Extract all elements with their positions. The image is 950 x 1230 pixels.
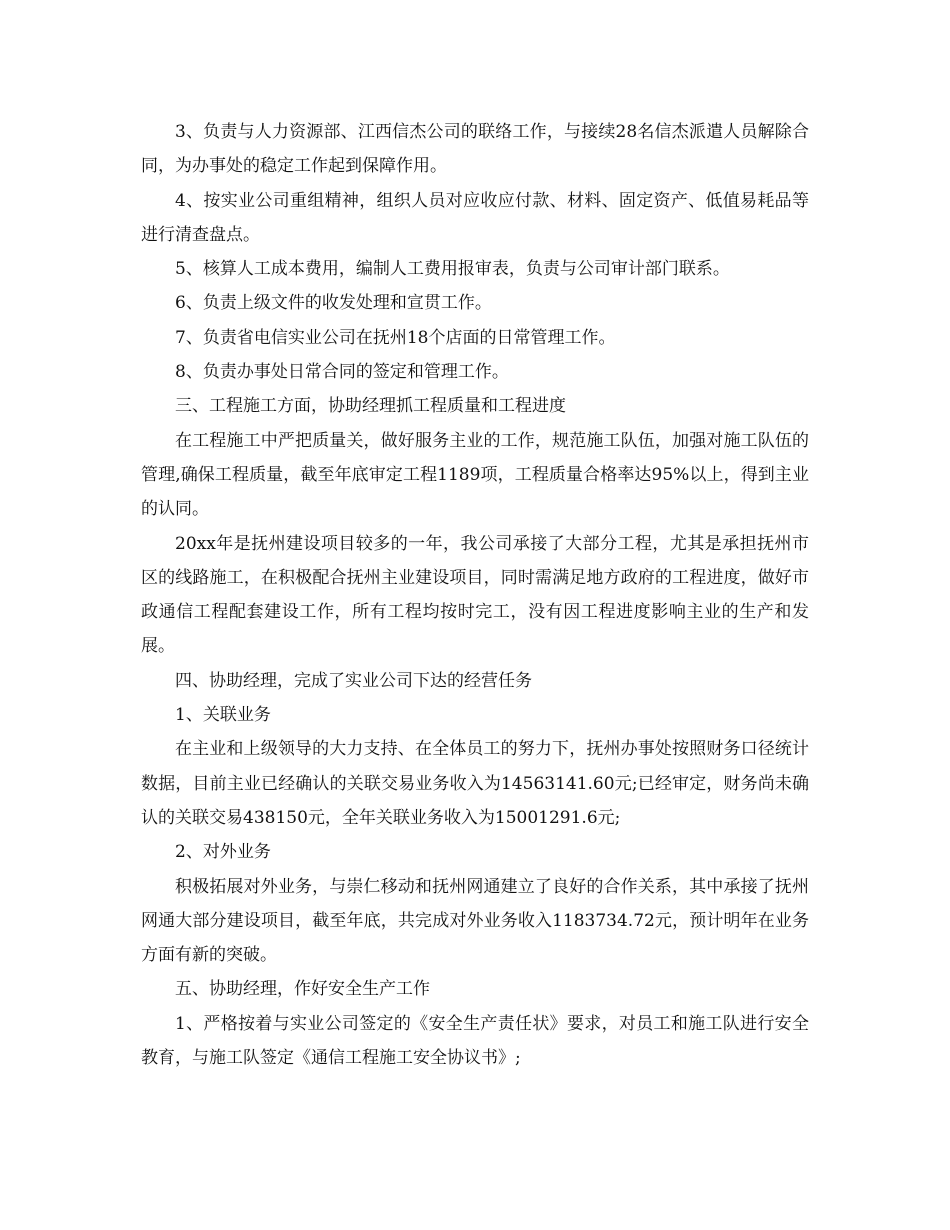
section-heading-3: 三、工程施工方面，协助经理抓工程质量和工程进度 — [175, 396, 566, 417]
paragraph-related-business: 在主业和上级领导的大力支持、在全体员工的努力下，抚州办事处按照财务口径统计数据，目前主业已经确认的关联交易业务收入为14563141.60元;已经审定，财务尚未确认的关联交易438150元，全年关联业务收入为15001291.6元; — [141, 739, 809, 828]
document-body — [141, 115, 809, 1075]
paragraph-item-5: 5、核算人工成本费用，编制人工费用报审表，负责与公司审计部门联系。 — [175, 259, 730, 280]
paragraph-item-3: 3、负责与人力资源部、江西信杰公司的联络工作，与接续28名信杰派遣人员解除合同，为办事处的稳定工作起到保障作用。 — [141, 122, 809, 177]
paragraph-external-business: 积极拓展对外业务，与崇仁移动和抚州网通建立了良好的合作关系，其中承接了抚州网通大部分建设项目，截至年底，共完成对外业务收入1183734.72元，预计明年在业务方面有新的突破。 — [141, 876, 809, 966]
paragraph-quality: 在工程施工中严把质量关，做好服务主业的工作，规范施工队伍，加强对施工队伍的管理,确保工程质量，截至年底审定工程1189项，工程质量合格率达95%以上，得到主业的认同。 — [141, 430, 809, 520]
paragraph-projects: 20xx年是抚州建设项目较多的一年，我公司承接了大部分工程，尤其是承担抚州市区的线路施工，在积极配合抚州主业建设项目，同时需满足地方政府的工程进度，做好市政通信工程配套建设工作，所有工程均按时完工，没有因工程进度影响主业的生产和发展。 — [141, 533, 809, 657]
paragraph-item-7: 7、负责省电信实业公司在抚州18个店面的日常管理工作。 — [175, 327, 616, 348]
subheading-external-business: 2、对外业务 — [175, 842, 271, 863]
subheading-related-business: 1、关联业务 — [175, 705, 271, 726]
paragraph-item-4: 4、按实业公司重组精神，组织人员对应收应付款、材料、固定资产、低值易耗品等进行清查盘点。 — [141, 190, 809, 245]
paragraph-item-8: 8、负责办事处日常合同的签定和管理工作。 — [175, 362, 509, 383]
section-heading-5: 五、协助经理，作好安全生产工作 — [175, 979, 430, 1000]
paragraph-safety-1: 1、严格按着与实业公司签定的《安全生产责任状》要求，对员工和施工队进行安全教育，与施工队签定《通信工程施工安全协议书》; — [141, 1013, 809, 1069]
section-heading-4: 四、协助经理，完成了实业公司下达的经营任务 — [175, 670, 532, 691]
paragraph-item-6: 6、负责上级文件的收发处理和宣贯工作。 — [175, 293, 492, 314]
